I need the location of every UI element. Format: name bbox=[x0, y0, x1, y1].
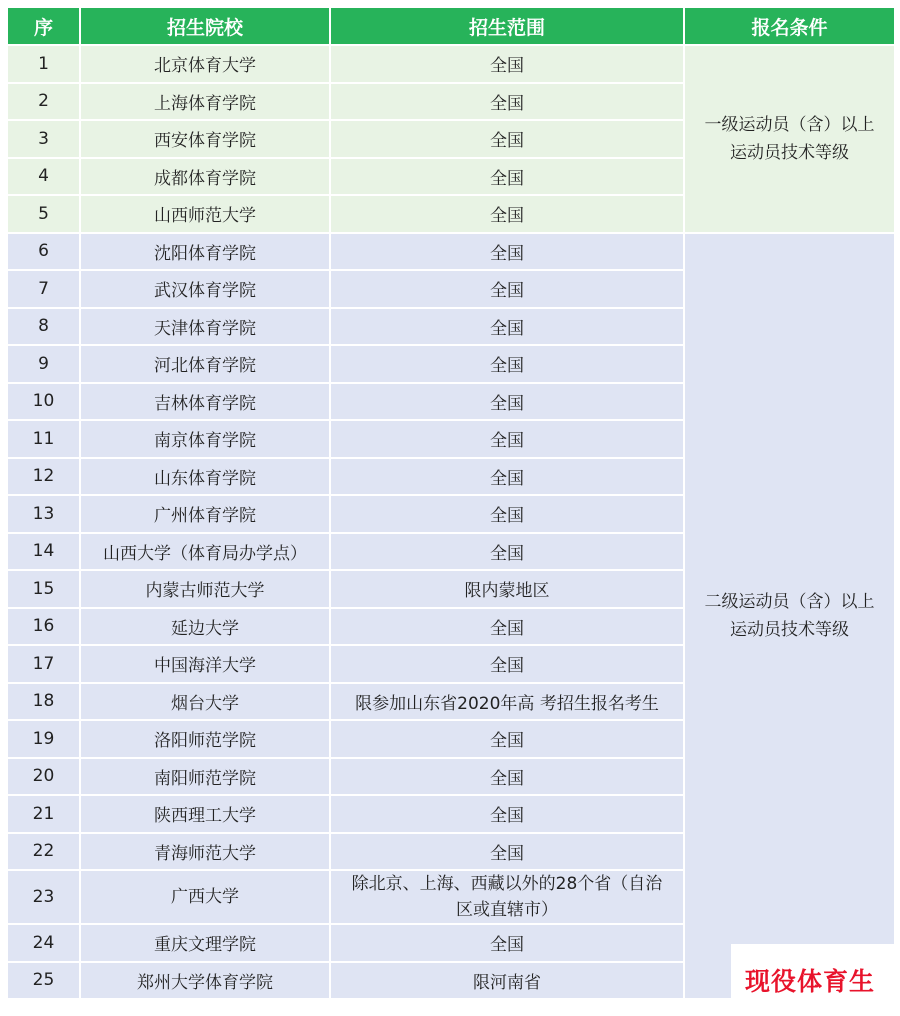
row-no: 23 bbox=[7, 870, 80, 924]
header-no: 序 bbox=[7, 7, 80, 45]
range-line: 除北京、上海、西藏以外的28个省（自治 bbox=[351, 874, 663, 894]
row-range: 全国 bbox=[330, 758, 684, 796]
row-school: 青海师范大学 bbox=[80, 833, 330, 871]
row-no: 19 bbox=[7, 720, 80, 758]
row-range bbox=[330, 870, 684, 924]
condition-group-1 bbox=[684, 45, 895, 233]
admissions-table bbox=[6, 6, 896, 1000]
row-range: 全国 bbox=[330, 270, 684, 308]
row-no: 22 bbox=[7, 833, 80, 871]
row-range: 全国 bbox=[330, 608, 684, 646]
row-range: 全国 bbox=[330, 308, 684, 346]
row-range: 全国 bbox=[330, 83, 684, 121]
header-row bbox=[7, 7, 895, 45]
condition-group-2 bbox=[684, 233, 895, 1000]
row-range: 全国 bbox=[330, 833, 684, 871]
row-school: 陕西理工大学 bbox=[80, 795, 330, 833]
row-no: 17 bbox=[7, 645, 80, 683]
row-range: 限内蒙地区 bbox=[330, 570, 684, 608]
row-range: 限河南省 bbox=[330, 962, 684, 1000]
row-range: 全国 bbox=[330, 495, 684, 533]
row-school: 山西师范大学 bbox=[80, 195, 330, 233]
row-school: 中国海洋大学 bbox=[80, 645, 330, 683]
row-range: 全国 bbox=[330, 795, 684, 833]
row-no: 24 bbox=[7, 924, 80, 962]
row-no: 7 bbox=[7, 270, 80, 308]
row-school: 山东体育学院 bbox=[80, 458, 330, 496]
row-school: 烟台大学 bbox=[80, 683, 330, 721]
header-condition: 报名条件 bbox=[684, 7, 895, 45]
row-range: 全国 bbox=[330, 345, 684, 383]
row-range: 全国 bbox=[330, 45, 684, 83]
row-no: 5 bbox=[7, 195, 80, 233]
row-school: 武汉体育学院 bbox=[80, 270, 330, 308]
header-school: 招生院校 bbox=[80, 7, 330, 45]
row-school: 山西大学（体育局办学点） bbox=[80, 533, 330, 571]
row-no: 1 bbox=[7, 45, 80, 83]
row-range: 全国 bbox=[330, 458, 684, 496]
row-range: 限参加山东省2020年高 考招生报名考生 bbox=[330, 683, 684, 721]
row-range: 全国 bbox=[330, 533, 684, 571]
row-school: 上海体育学院 bbox=[80, 83, 330, 121]
row-range: 全国 bbox=[330, 645, 684, 683]
row-school: 南阳师范学院 bbox=[80, 758, 330, 796]
row-school: 延边大学 bbox=[80, 608, 330, 646]
row-school: 广西大学 bbox=[80, 870, 330, 924]
row-range: 全国 bbox=[330, 383, 684, 421]
row-no: 13 bbox=[7, 495, 80, 533]
row-school: 内蒙古师范大学 bbox=[80, 570, 330, 608]
header-range: 招生范围 bbox=[330, 7, 684, 45]
row-no: 12 bbox=[7, 458, 80, 496]
condition-line: 二级运动员（含）以上 bbox=[704, 591, 875, 612]
row-range: 全国 bbox=[330, 195, 684, 233]
row-no: 11 bbox=[7, 420, 80, 458]
range-line: 区或直辖市） bbox=[456, 900, 558, 920]
row-range: 全国 bbox=[330, 120, 684, 158]
row-range: 全国 bbox=[330, 420, 684, 458]
row-no: 18 bbox=[7, 683, 80, 721]
row-range: 全国 bbox=[330, 233, 684, 271]
row-no: 9 bbox=[7, 345, 80, 383]
row-range: 全国 bbox=[330, 720, 684, 758]
condition-line: 运动员技术等级 bbox=[730, 619, 849, 640]
row-no: 25 bbox=[7, 962, 80, 1000]
row-no: 21 bbox=[7, 795, 80, 833]
row-no: 20 bbox=[7, 758, 80, 796]
row-school: 南京体育学院 bbox=[80, 420, 330, 458]
row-school: 广州体育学院 bbox=[80, 495, 330, 533]
row-no: 3 bbox=[7, 120, 80, 158]
row-school: 北京体育大学 bbox=[80, 45, 330, 83]
row-school: 郑州大学体育学院 bbox=[80, 962, 330, 1000]
table-row bbox=[7, 45, 895, 83]
row-school: 西安体育学院 bbox=[80, 120, 330, 158]
table-row bbox=[7, 233, 895, 271]
row-school: 洛阳师范学院 bbox=[80, 720, 330, 758]
watermark-logo: 现役体育生 bbox=[745, 967, 876, 996]
condition-line: 运动员技术等级 bbox=[730, 142, 849, 163]
row-no: 14 bbox=[7, 533, 80, 571]
row-no: 10 bbox=[7, 383, 80, 421]
row-school: 吉林体育学院 bbox=[80, 383, 330, 421]
row-no: 16 bbox=[7, 608, 80, 646]
row-school: 重庆文理学院 bbox=[80, 924, 330, 962]
condition-line: 一级运动员（含）以上 bbox=[704, 114, 875, 135]
row-school: 天津体育学院 bbox=[80, 308, 330, 346]
row-no: 8 bbox=[7, 308, 80, 346]
row-no: 4 bbox=[7, 158, 80, 196]
row-no: 6 bbox=[7, 233, 80, 271]
row-school: 成都体育学院 bbox=[80, 158, 330, 196]
row-no: 2 bbox=[7, 83, 80, 121]
row-range: 全国 bbox=[330, 924, 684, 962]
row-school: 河北体育学院 bbox=[80, 345, 330, 383]
row-range: 全国 bbox=[330, 158, 684, 196]
row-no: 15 bbox=[7, 570, 80, 608]
row-school: 沈阳体育学院 bbox=[80, 233, 330, 271]
